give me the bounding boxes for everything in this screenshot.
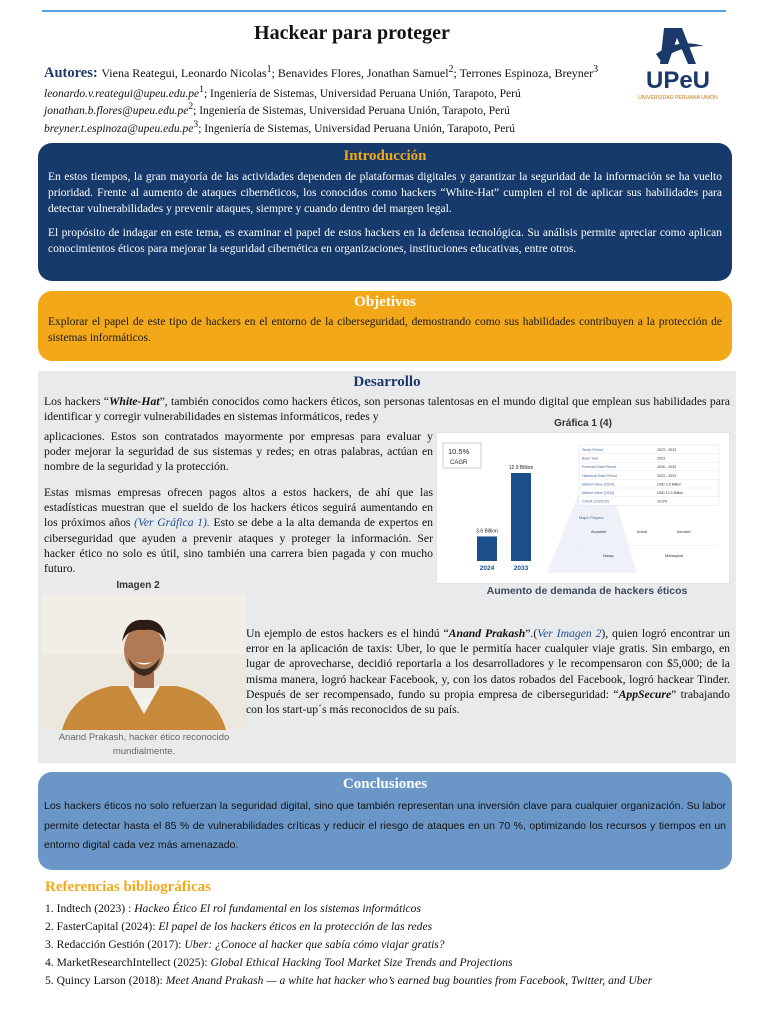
reference-title: Global Ethical Hacking Tool Market Size Trends and Projections (210, 956, 513, 969)
player-name: Acunetix (591, 529, 607, 535)
development-title: Desarrollo (353, 374, 421, 390)
objectives-text: Explorar el papel de este tipo de hackers en el entorno de la ciberseguridad, demostrando como sus habilidades contribuyen a la protección de sistemas informáticos. (48, 316, 722, 344)
text-run: ), quien logró encontrar un error en la aplicación de taxis: Uber, lo que le permitía hacer cualquier viaje gratis. Sin embargo, en lugar de aprovecharse, decidió reportarla a los desarrolladores y le recompensaron con $5,000; de la misma manera, logró hackear Facebook, y, con los datos robados del Facebook, logró hackear Tinder. Después de ser recompensado, fundo su propia empresa de ciberseguridad: “ (246, 627, 730, 701)
logo-mark-icon (656, 28, 704, 64)
bars-group (476, 465, 533, 572)
players-title: Major Players (579, 515, 604, 521)
author-name: Benavides Flores, Jonathan Samuel (277, 66, 449, 80)
text-run: Estas mismas empresas ofrecen pagos altos a estos hackers, de ahí que las estadísticas muestran que el sueldo de los hackers éticos seguirá aumentando en los próximos años (44, 486, 433, 530)
affiliation-2: $jonathan.b.flores@upeu.edu.pe^2$; Ingeniería de Sistemas, Universidad Peruana Unión, Tarapoto, Perú (44, 101, 510, 117)
affiliation-text: Ingeniería de Sistemas, Universidad Peruana Unión, Tarapoto, Perú (210, 87, 521, 100)
bar-value-label: 12.9 Billion (508, 465, 534, 471)
references-list (45, 900, 715, 990)
authors-label: Autores (44, 65, 93, 81)
reference-author: 5. Quincy Larson (2018): (45, 974, 166, 987)
bar-category-label: 2024 (479, 565, 495, 572)
introduction-paragraph: En estos tiempos, la gran mayoría de las actividades dependen de plataformas digitales y garantizar la seguridad de la información se ha vuelto prioridad. Frente al aumento de ataques cibernéticos, los conocidos como hackers “White-Hat” cumplen el rol de aplicar sus habilidades para detectar vulnerabilidades y prevenir ataques, siempre y cuando dentro del margen legal. (48, 171, 722, 215)
image-reference-link[interactable]: Ver Imagen 2 (537, 627, 602, 640)
conclusions-text: Los hackers éticos no solo refuerzan la seguridad digital, sino que también representan una inversión clave para cualquier organización. Su labor permite detectar hasta el 85 % de vulnerabilidades críticas y reducir el riesgo de ataques en un 70 %, optimizando los recursos y tiempos en un entorno digital cada vez más amenazado. (44, 800, 726, 851)
development-paragraph-2 (44, 485, 433, 576)
cagr-label: CAGR (450, 460, 468, 466)
reference-item (45, 954, 715, 972)
reference-item (45, 972, 715, 990)
development-paragraph-1-cont: aplicaciones. Estos son contratados mayormente por empresas para evaluar y poder mejorar la seguridad de sus sistemas y redes; en otras palabras, actúan en nombre de la seguridad y la protección. (44, 430, 433, 474)
table-value: USD 3.6 Billion (657, 482, 682, 487)
logo-subtitle: UNIVERSIDAD PERUANA UNIÓN (638, 95, 718, 101)
emphasis-text: Anand Prakash (448, 627, 526, 640)
chart-label: Gráfica 1 (4) (554, 418, 612, 429)
author-sup: 2 (448, 64, 454, 75)
reference-item (45, 900, 715, 918)
emphasis-text: White-Hat (108, 395, 160, 408)
table-key: Base Year (582, 456, 599, 461)
top-rule (42, 10, 726, 12)
reference-item (45, 918, 715, 936)
affiliation-text: Ingeniería de Sistemas, Universidad Peruana Unión, Tarapoto, Perú (204, 122, 515, 135)
author-name: Viena Reategui, Leonardo Nicolas (101, 66, 267, 80)
reference-title: El papel de los hackers éticos en la protección de las redes (158, 920, 433, 933)
reference-title: Meet Anand Prakash — a white hat hacker who’s earned bug bounties from Facebook, Twitter, and Uber (165, 974, 653, 987)
conclusions-title: Conclusiones (342, 776, 428, 792)
cagr-value: 10.5% (448, 447, 470, 456)
bar-chart (437, 433, 729, 583)
player-name: Intruder (677, 529, 691, 535)
text-run: Esto se debe a la alta demanda de expertos en ciberseguridad que ayuden a prevenir ataques y proteger la información. Ser hacker ético no solo es útil, sino también una carrera bien pagada y con mucho futuro. (44, 516, 433, 576)
affiliation-1: $leonardo.v.reategui@upeu.edu.pe^1$; Ingeniería de Sistemas, Universidad Peruana Unión, Tarapoto, Perú (44, 84, 521, 100)
table-value: 2023 - 2033 (657, 448, 677, 452)
bar-category-label: 2033 (513, 565, 529, 572)
author-email[interactable]: breyner.t.espinoza@upeu.edu.pe (44, 122, 194, 135)
player-name: Metasploit (665, 553, 684, 559)
bar-2024 (477, 536, 497, 561)
objectives-title: Objetivos (354, 294, 416, 310)
table-key: Market Value (2024) (582, 482, 615, 487)
player-name: Invicti (637, 529, 648, 535)
affiliation-sup: 2 (188, 101, 194, 112)
logo-text: UPeU (645, 67, 711, 94)
authors-line: Autores: Viena Reategui, Leonardo Nicolas$^1$; Benavides Flores, Jonathan Samuel$^2$; Terrones Espinoza, Breyner$^3$ (44, 64, 599, 81)
table-key: Study Period (582, 448, 603, 452)
objectives-section (38, 291, 732, 361)
table-value: 2023 (657, 456, 665, 461)
table-key: Historical Data Period (582, 473, 617, 478)
affiliation-text: Ingeniería de Sistemas, Universidad Peruana Unión, Tarapoto, Perú (199, 104, 510, 117)
table-key: CAGR (2026-33) (582, 499, 609, 504)
player-name: Nmap (603, 553, 614, 559)
reference-author: 3. Redacción Gestión (2017): (45, 938, 185, 951)
reference-author: 1. Indtech (2023) : (45, 902, 135, 915)
portrait-photo (42, 594, 246, 730)
table-value: 10.5% (657, 499, 668, 504)
text-run: ”.( (525, 627, 538, 640)
affiliation-sup: 3 (193, 119, 199, 130)
portrait-image (42, 594, 246, 730)
table-key: Market Value (2033) (582, 491, 615, 495)
text-run: ”, también conocidos como hackers éticos, son personas talentosas en el mundo digital que emplean sus habilidades para identificar y corregir vulnerabilidades en sistemas informáticos, redes y (44, 395, 730, 424)
image-caption: Anand Prakash, hacker ético reconocido mundialmente. (58, 732, 230, 757)
text-run: Un ejemplo de estos hackers es el hindú “ (246, 627, 449, 640)
chart-caption: Aumento de demanda de hackers éticos (486, 585, 688, 597)
introduction-section (38, 143, 732, 281)
chart-reference-link[interactable]: (Ver Gráfica 1). (134, 516, 210, 530)
image-label: Imagen 2 (116, 580, 160, 591)
table-key: Forecast Data Period (582, 465, 616, 470)
reference-author: 4. MarketResearchIntellect (2025): (45, 956, 211, 969)
emphasis-text: AppSecure (618, 687, 672, 701)
reference-item (45, 936, 715, 954)
author-email[interactable]: leonardo.v.reategui@upeu.edu.pe (44, 87, 200, 100)
reference-title: Hackeo Ético El rol fundamental en los sistemas informáticos (134, 902, 421, 915)
introduction-title: Introducción (343, 148, 427, 164)
text-run: ” trabajando con los start-up´s más reconocidos de su país. (246, 687, 730, 717)
development-paragraph-3 (246, 626, 730, 717)
introduction-paragraph: El propósito de indagar en este tema, es examinar el papel de estos hackers en la defensa tecnológica. Su análisis permite apreciar como aplican conocimientos éticos para mejorar la seguridad cibernética en organizaciones, instituciones educativas, entre otros. (48, 227, 722, 255)
author-sup: 1 (266, 64, 272, 75)
conclusions-section (38, 772, 732, 870)
reference-title: Uber: ¿Conoce al hacker que sabía cómo viajar gratis? (184, 938, 445, 951)
author-email[interactable]: jonathan.b.flores@upeu.edu.pe (44, 104, 189, 117)
reference-author: 2. FasterCapital (2024): (45, 920, 159, 933)
bar-value-label: 3.6 Billion (476, 528, 498, 535)
author-name: Terrones Espinoza, Breyner (459, 66, 594, 80)
table-value: 2023 - 2024 (657, 473, 677, 478)
chart-panel (436, 432, 730, 584)
author-sup: 3 (593, 64, 599, 75)
affiliation-sup: 1 (199, 84, 204, 95)
bar-2033 (511, 473, 531, 561)
references-title: Referencias bibliográficas (45, 879, 211, 895)
poster-title: Hackear para proteger (254, 22, 450, 44)
table-value: 2026 - 2033 (657, 465, 677, 470)
affiliation-3: $breyner.t.espinoza@upeu.edu.pe^3$; Ingeniería de Sistemas, Universidad Peruana Unión, Tarapoto, Perú (44, 119, 515, 135)
table-value: USD 12.9 Billion (657, 491, 684, 495)
text-run: Los hackers “ (44, 395, 109, 408)
